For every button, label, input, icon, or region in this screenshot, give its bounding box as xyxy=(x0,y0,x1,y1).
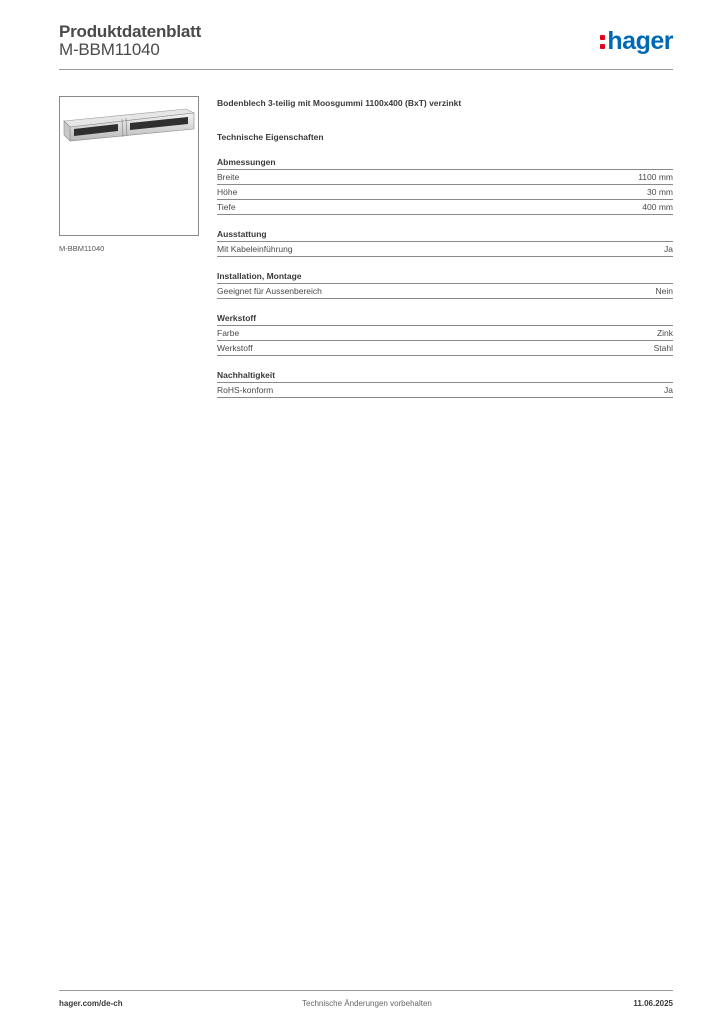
floor-plate-image-icon xyxy=(60,97,198,235)
property-group-installation xyxy=(217,270,673,299)
property-value: Nein xyxy=(655,286,673,296)
property-label: Geeignet für Aussenbereich xyxy=(217,286,322,296)
document-title: Produktdatenblatt xyxy=(59,22,202,41)
property-group-abmessungen xyxy=(217,156,673,215)
property-label: Werkstoff xyxy=(217,343,253,353)
property-label: Mit Kabeleinführung xyxy=(217,244,293,254)
hager-logo xyxy=(600,26,673,56)
product-name: Bodenblech 3-teilig mit Moosgummi 1100x400 (BxT) verzinkt xyxy=(217,98,462,108)
property-row xyxy=(217,326,673,341)
property-row xyxy=(217,185,673,200)
logo-dots-icon xyxy=(600,32,605,50)
property-row xyxy=(217,200,673,215)
property-row xyxy=(217,383,673,398)
logo-text: hager xyxy=(607,27,673,55)
property-value: 1100 mm xyxy=(638,172,673,182)
property-group-werkstoff xyxy=(217,312,673,356)
group-title: Nachhaltigkeit xyxy=(217,369,673,383)
property-value: Zink xyxy=(656,328,673,338)
footer-website: hager.com/de-ch xyxy=(59,999,123,1008)
property-value: Ja xyxy=(664,385,673,395)
group-title: Werkstoff xyxy=(217,312,673,326)
property-row xyxy=(217,170,673,185)
property-group-nachhaltigkeit xyxy=(217,369,673,398)
property-label: Höhe xyxy=(217,187,238,197)
header-divider xyxy=(59,69,673,70)
property-group-ausstattung xyxy=(217,228,673,257)
property-value: Ja xyxy=(664,244,673,254)
property-value: 400 mm xyxy=(642,202,673,212)
property-row xyxy=(217,242,673,257)
group-title: Abmessungen xyxy=(217,156,673,170)
footer-divider xyxy=(59,990,673,991)
group-title: Ausstattung xyxy=(217,228,673,242)
product-details xyxy=(217,96,673,398)
property-label: RoHS-konform xyxy=(217,385,274,395)
property-label: Tiefe xyxy=(217,202,236,212)
footer-date: 11.06.2025 xyxy=(633,999,673,1008)
footer-disclaimer: Technische Änderungen vorbehalten xyxy=(302,999,432,1008)
image-caption: M-BBM11040 xyxy=(59,244,105,253)
property-row xyxy=(217,284,673,299)
page-header xyxy=(59,20,673,70)
section-title: Technische Eigenschaften xyxy=(217,132,324,142)
property-value: Stahl xyxy=(653,343,673,353)
property-row xyxy=(217,341,673,356)
article-number: M-BBM11040 xyxy=(59,40,160,59)
property-label: Farbe xyxy=(217,328,240,338)
property-value: 30 mm xyxy=(647,187,673,197)
property-label: Breite xyxy=(217,172,240,182)
product-image xyxy=(59,96,199,236)
group-title: Installation, Montage xyxy=(217,270,673,284)
